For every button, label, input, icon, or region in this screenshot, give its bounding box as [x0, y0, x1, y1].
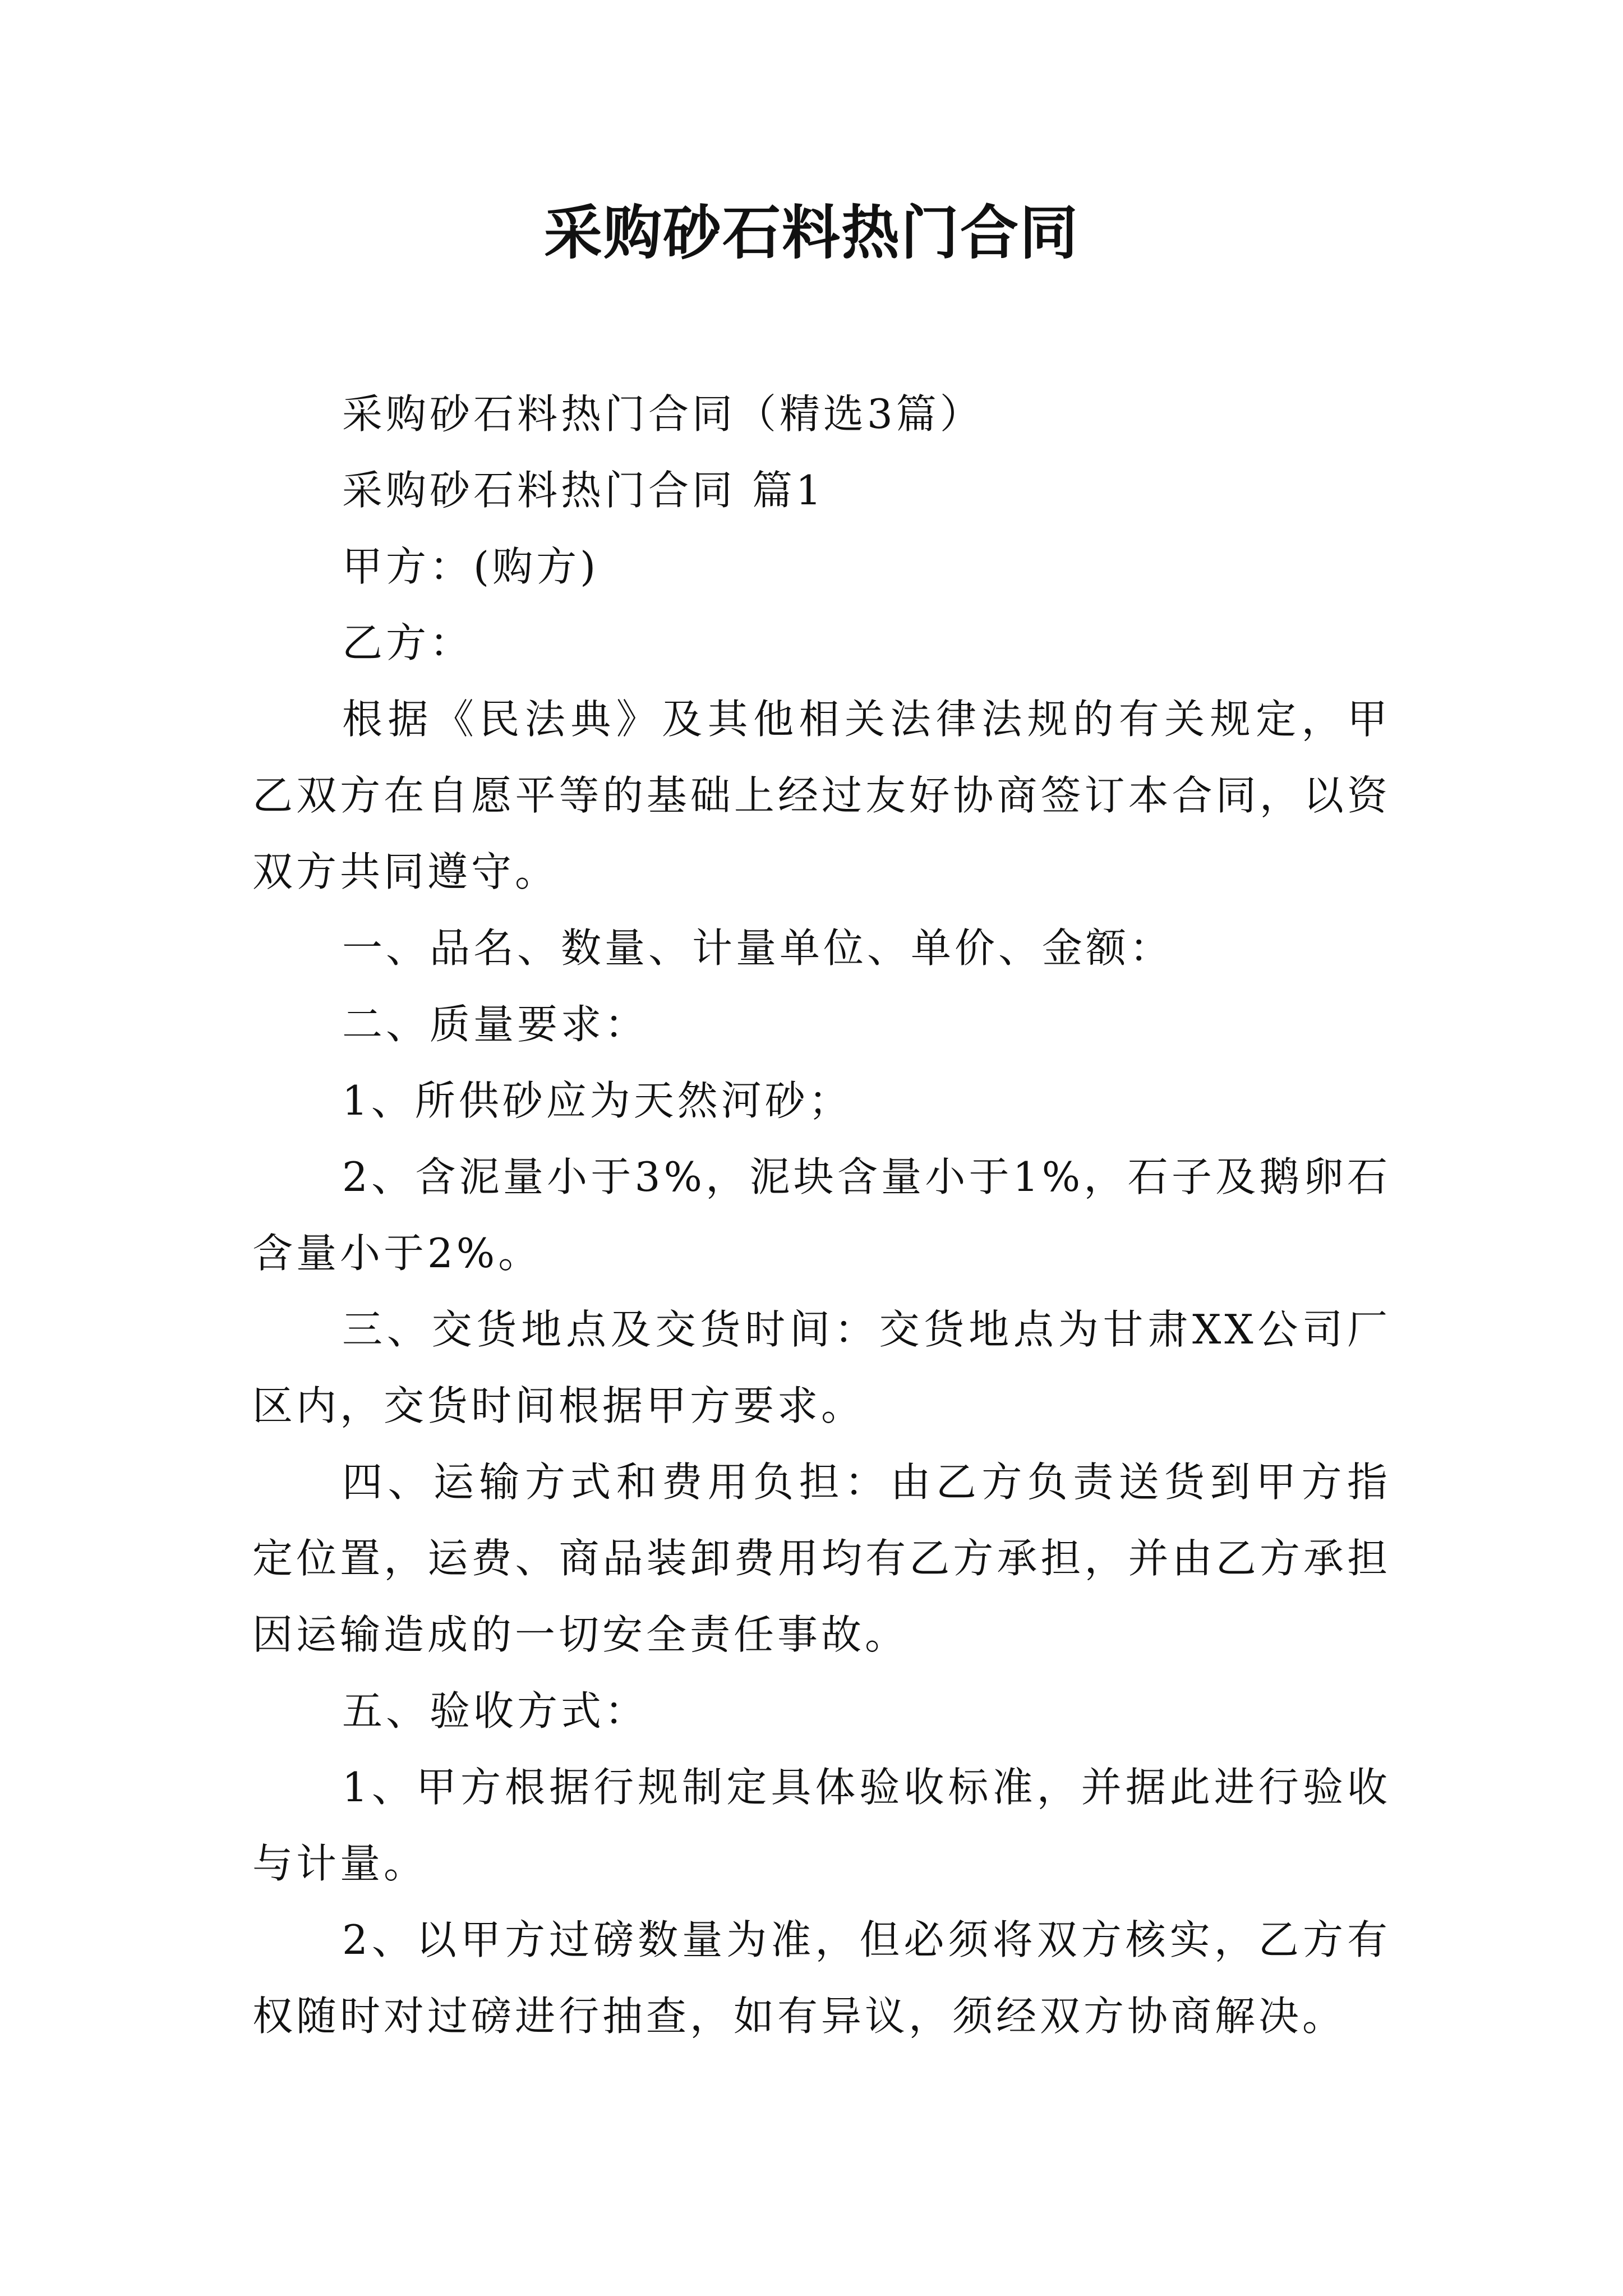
clause-2-item-2: 2、含泥量小于3%，泥块含量小于1%，石子及鹅卵石含量小于2%。	[252, 1153, 1391, 1277]
preamble-paragraph: 根据《民法典》及其他相关法律法规的有关规定，甲乙双方在自愿平等的基础上经过友好协商签订本合同，以资双方共同遵守。	[252, 696, 1391, 895]
document-body	[252, 376, 1391, 2054]
subtitle-selected: 采购砂石料热门合同（精选3篇）	[342, 390, 984, 438]
clause-5-item-1: 1、甲方根据行规制定具体验收标准，并据此进行验收与计量。	[252, 1764, 1391, 1887]
clause-1-heading: 一、品名、数量、计量单位、单价、金额：	[342, 924, 1174, 972]
clause-2-item-1: 1、所供砂应为天然河砂；	[342, 1077, 852, 1124]
clause-2-heading: 二、质量要求：	[342, 1001, 649, 1048]
clause-5-heading: 五、验收方式：	[342, 1687, 649, 1734]
clause-4-paragraph: 四、运输方式和费用负担：由乙方负责送货到甲方指定位置，运费、商品装卸费用均有乙方承担，并由乙方承担因运输造成的一切安全责任事故。	[252, 1458, 1391, 1658]
clause-3-paragraph: 三、交货地点及交货时间：交货地点为甘肃XX公司厂区内，交货时间根据甲方要求。	[252, 1306, 1391, 1429]
clause-5-item-2: 2、以甲方过磅数量为准，但必须将双方核实，乙方有权随时对过磅进行抽查，如有异议，须经双方协商解决。	[252, 1916, 1391, 2040]
party-b-line: 乙方：	[342, 619, 474, 666]
party-a-line: 甲方：(购方)	[342, 543, 600, 590]
document-title: 采购砂石料热门合同	[543, 198, 1079, 267]
section-heading-part1: 采购砂石料热门合同 篇1	[342, 467, 825, 514]
